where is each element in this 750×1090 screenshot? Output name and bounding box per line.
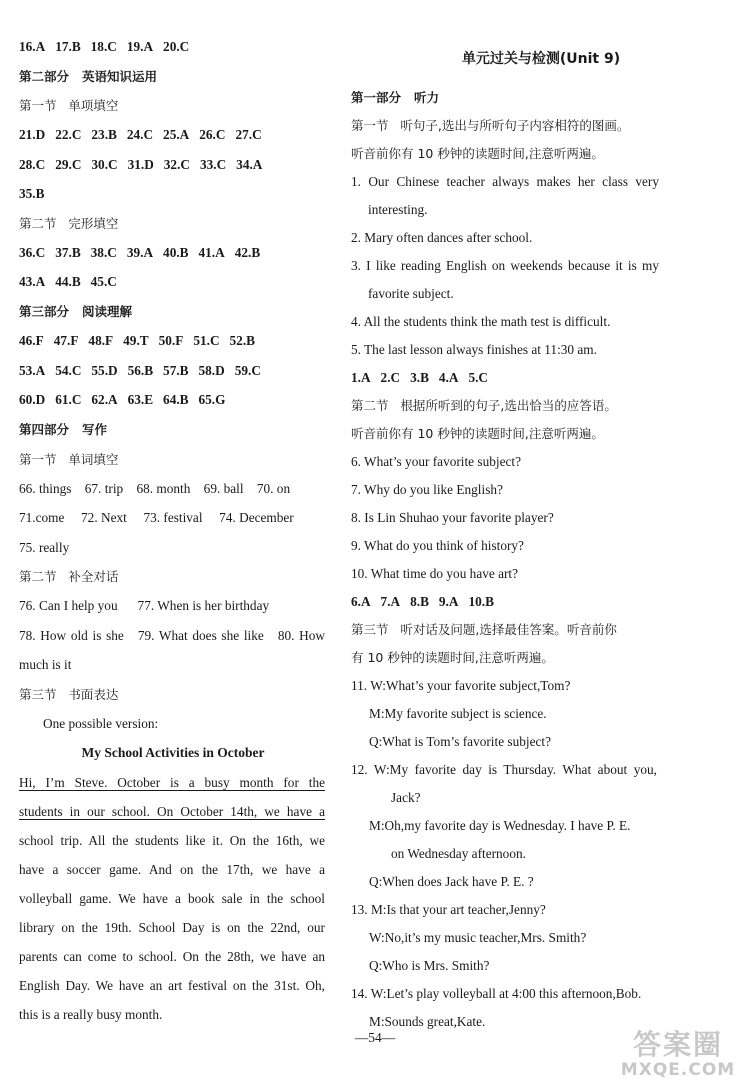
unit-title: 单元过关与检测(Unit 9): [461, 51, 621, 67]
answers-60-65: 60.D 61.C 62.A 63.E 64.B 65.G: [19, 392, 226, 407]
sentence-1: 1. Our Chinese teacher always makes her class very: [351, 174, 659, 189]
dialog-11-m: M:My favorite subject is science.: [369, 706, 547, 721]
answers-16-20: 16.A 17.B 18.C 19.A 20.C: [19, 39, 190, 54]
part4-heading: 第四部分 写作: [19, 422, 108, 437]
dialog-11-w: 11. W:What’s your favorite subject,Tom?: [351, 678, 571, 693]
question-6: 6. What’s your favorite subject?: [351, 454, 521, 469]
answers-53-59: 53.A 54.C 55.D 56.B 57.B 58.D 59.C: [19, 363, 261, 378]
answers-1-5: 1.A 2.C 3.B 4.A 5.C: [351, 370, 489, 385]
sentence-3: 3. I like reading English on weekends because it is my: [351, 258, 659, 273]
answers-21-27: 21.D 22.C 23.B 24.C 25.A 26.C 27.C: [19, 127, 262, 142]
essay-line: school trip. All the students like it. On the 16th, we: [19, 833, 325, 848]
essay-line-underlined: students in our school. On October 14th, we have a: [19, 804, 325, 819]
essay-line: [19, 804, 325, 820]
essay-line: have a soccer game. And on the 17th, we have a: [19, 862, 325, 877]
essay-line: Hi, I’m Steve. October is a busy month for the: [19, 775, 325, 790]
section3-instruction: 第三节 听对话及问题,选择最佳答案。听音前你: [351, 622, 617, 637]
dialog-76-77: 76. Can I help you 77. When is her birthday: [19, 598, 270, 613]
answers-43-45: 43.A 44.B 45.C: [19, 274, 117, 289]
watermark-main-text: 答案圈: [632, 1028, 723, 1061]
essay-line: volleyball game. We have a book sale in the school: [19, 891, 325, 906]
sentence-4: 4. All the students think the math test is difficult.: [351, 314, 611, 329]
sentence-3-cont: favorite subject.: [368, 286, 454, 301]
essay-line: library on the 19th. School Day is on the 22nd, our: [19, 920, 325, 935]
answers-28-34: 28.C 29.C 30.C 31.D 32.C 33.C 34.A: [19, 157, 263, 172]
essay-line: this is a really busy month.: [19, 1007, 163, 1022]
essay-title: My School Activities in October: [81, 745, 265, 760]
dialog-13-w: W:No,it’s my music teacher,Mrs. Smith?: [369, 930, 587, 945]
answers-46-52: 46.F 47.F 48.F 49.T 50.F 51.C 52.B: [19, 333, 256, 348]
dialog-12-q: Q:When does Jack have P. E. ?: [369, 874, 534, 889]
section4-3-heading: 第三节 书面表达: [19, 687, 119, 702]
words-66-70: 66. things 67. trip 68. month 69. ball 70. on: [19, 481, 291, 496]
words-75: 75. really: [19, 540, 70, 555]
question-9: 9. What do you think of history?: [351, 538, 524, 553]
section1-heading: 第一节 单项填空: [19, 98, 119, 113]
dialog-12-m-cont: on Wednesday afternoon.: [391, 846, 526, 861]
question-8: 8. Is Lin Shuhao your favorite player?: [351, 510, 554, 525]
dialog-12-m: M:Oh,my favorite day is Wednesday. I have P. E.: [369, 818, 631, 833]
essay-line: English Day. We have an art festival on the 31st. Oh,: [19, 978, 325, 993]
section4-2-heading: 第二节 补全对话: [19, 569, 119, 584]
dialog-80-continued: much is it: [19, 657, 72, 672]
part1-heading: 第一部分 听力: [351, 90, 440, 105]
words-71-74: 71.come 72. Next 73. festival 74. December: [19, 510, 294, 525]
sentence-2: 2. Mary often dances after school.: [351, 230, 533, 245]
dialog-13-q: Q:Who is Mrs. Smith?: [369, 958, 490, 973]
part2-heading: 第二部分 英语知识运用: [19, 69, 158, 84]
section3-instruction-cont: 有 10 秒钟的读题时间,注意听两遍。: [351, 650, 554, 665]
dialog-78-80: 78. How old is she 79. What does she like 80. How: [19, 628, 325, 643]
dialog-12-w-cont: Jack?: [391, 790, 421, 805]
possible-version-label: One possible version:: [43, 716, 159, 731]
question-10: 10. What time do you have art?: [351, 566, 519, 581]
section2-heading: 第二节 完形填空: [19, 216, 119, 231]
sentence-5: 5. The last lesson always finishes at 11:30 am.: [351, 342, 597, 357]
dialog-13-m: 13. M:Is that your art teacher,Jenny?: [351, 902, 546, 917]
part3-heading: 第三部分 阅读理解: [19, 304, 133, 319]
section2-instruction-cont: 听音前你有 10 秒钟的读题时间,注意听两遍。: [351, 426, 604, 441]
page-number: —54—: [354, 1030, 396, 1045]
section4-1-heading: 第一节 单词填空: [19, 452, 119, 467]
answers-6-10: 6.A 7.A 8.B 9.A 10.B: [351, 594, 494, 609]
watermark-sub-text: MXQE.COM: [620, 1060, 736, 1080]
section2-instruction: 第二节 根据所听到的句子,选出恰当的应答语。: [351, 398, 617, 413]
essay-line: parents can come to school. On the 28th, we have an: [19, 949, 325, 964]
question-7: 7. Why do you like English?: [351, 482, 503, 497]
dialog-12-w: 12. W:My favorite day is Thursday. What about you,: [351, 762, 657, 777]
dialog-11-q: Q:What is Tom’s favorite subject?: [369, 734, 551, 749]
watermark-logo: [612, 1030, 744, 1086]
section1-instruction-cont: 听音前你有 10 秒钟的读题时间,注意听两遍。: [351, 146, 604, 161]
dialog-14-m: M:Sounds great,Kate.: [369, 1014, 486, 1029]
dialog-14-w: 14. W:Let’s play volleyball at 4:00 this afternoon,Bob.: [351, 986, 642, 1001]
section1-instruction: 第一节 听句子,选出与所听句子内容相符的图画。: [351, 118, 630, 133]
answers-36-42: 36.C 37.B 38.C 39.A 40.B 41.A 42.B: [19, 245, 261, 260]
answers-35: 35.B: [19, 186, 45, 201]
sentence-1-cont: interesting.: [368, 202, 428, 217]
